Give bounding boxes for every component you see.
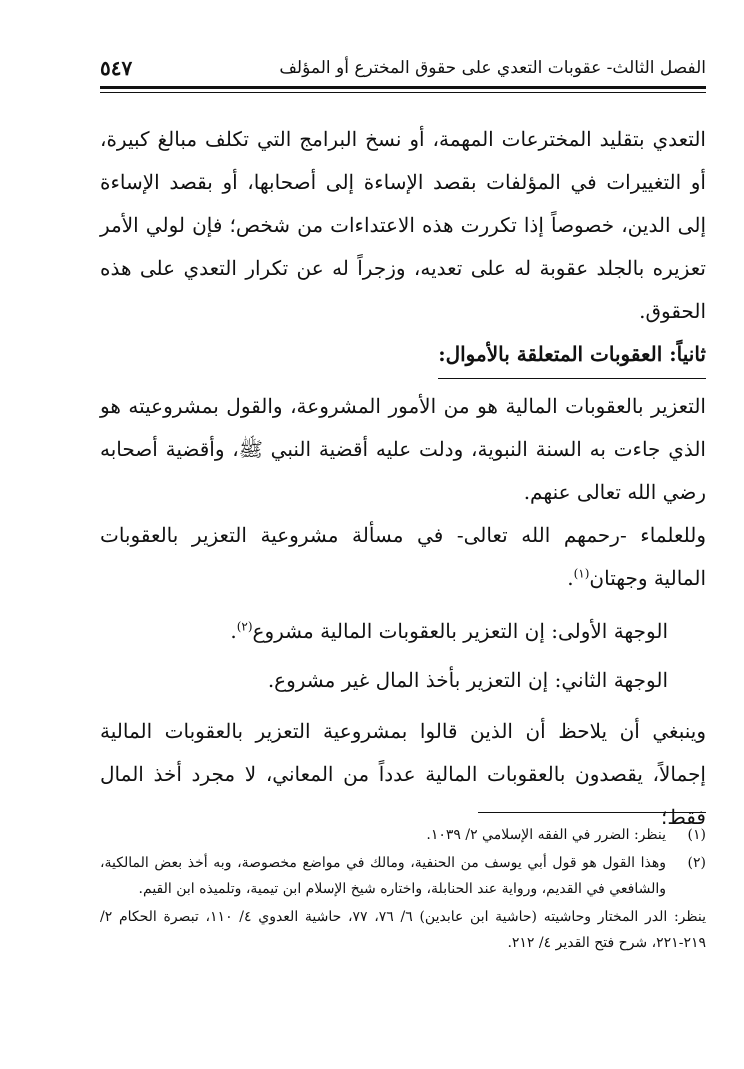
footnote-2-text: وهذا القول هو قول أبي يوسف من الحنفية، ومالك في مواضع مخصوصة، وبه أخذ بعض المالكية، والشافعي في القديم، ورواية عند الحنابلة، واختاره شيخ الإسلام ابن تيمية، وتلميذه ابن القيم. bbox=[100, 855, 666, 897]
section-heading-wrapper bbox=[100, 333, 706, 379]
footnote-ref-1[interactable]: (١) bbox=[573, 566, 590, 581]
header-rule-thin bbox=[100, 92, 706, 93]
footnote-1 bbox=[100, 822, 706, 848]
paragraph-3-end: . bbox=[567, 566, 574, 590]
second-view: الوجهة الثاني: إن التعزير بأخذ المال غير مشروع. bbox=[267, 668, 668, 692]
footnote-ref-2[interactable]: (٢) bbox=[236, 619, 253, 634]
footnote-1-number: (١) bbox=[687, 827, 706, 843]
footnote-1-text: ينظر: الضرر في الفقه الإسلامي ٢/ ١٠٣٩. bbox=[426, 827, 666, 843]
footnotes bbox=[100, 822, 706, 956]
paragraph-3-text: وللعلماء -رحمهم الله تعالى- في مسألة مشروعية التعزير بالعقوبات المالية وجهتان bbox=[100, 523, 706, 590]
paragraph-3 bbox=[100, 514, 706, 600]
paragraph-2: التعزير بالعقوبات المالية هو من الأمور المشروعة، والقول بمشروعيته هو الذي جاءت به السنة النبوية، ودلت عليه أقضية النبي ﷺ، وأقضية أصحابه رضي الله تعالى عنهم. bbox=[100, 394, 706, 504]
footnote-separator bbox=[478, 812, 706, 813]
footnote-2-references: ينظر: الدر المختار وحاشيته (حاشية ابن عابدين) ٦/ ٧٦، ٧٧، حاشية العدوي ٤/ ١١٠، تبصرة الحكام ٢/ ٢١٩-٢٢١، شرح فتح القدير ٤/ ٢١٢. bbox=[100, 909, 706, 951]
footnote-2-number: (٢) bbox=[687, 855, 706, 871]
page-header bbox=[100, 46, 706, 80]
main-text bbox=[100, 118, 706, 839]
header-rule-thick bbox=[100, 86, 706, 89]
first-view-end: . bbox=[230, 619, 237, 643]
footnote-2 bbox=[100, 850, 706, 902]
first-view-text: الوجهة الأولى: إن التعزير بالعقوبات المالية مشروع bbox=[252, 619, 668, 643]
paragraph-4: وينبغي أن يلاحظ أن الذين قالوا بمشروعية التعزير بالعقوبات المالية إجمالاً، يقصدون بالعقوبات المالية عدداً من المعاني، لا مجرد أخذ المال فقط؛ bbox=[100, 719, 706, 829]
running-title: الفصل الثالث- عقوبات التعدي على حقوق المخترع أو المؤلف bbox=[279, 58, 706, 78]
paragraph-1: التعدي بتقليد المخترعات المهمة، أو نسخ البرامج التي تكلف مبالغ كبيرة، أو التغييرات في المؤلفات بقصد الإساءة إلى أصحابها، أو بقصد الإساءة إلى الدين، خصوصاً إذا تكررت هذه الاعتداءات من شخص؛ فإن لولي الأمر تعزيره بالجلد عقوبة له على تعديه، وزجراً له عن تكرار التعدي على هذه الحقوق. bbox=[100, 127, 706, 323]
page-number: ٥٤٧ bbox=[100, 56, 133, 80]
first-view bbox=[100, 610, 706, 653]
section-heading: ثانياً: العقوبات المتعلقة بالأموال: bbox=[438, 333, 706, 379]
book-page bbox=[100, 0, 706, 1069]
